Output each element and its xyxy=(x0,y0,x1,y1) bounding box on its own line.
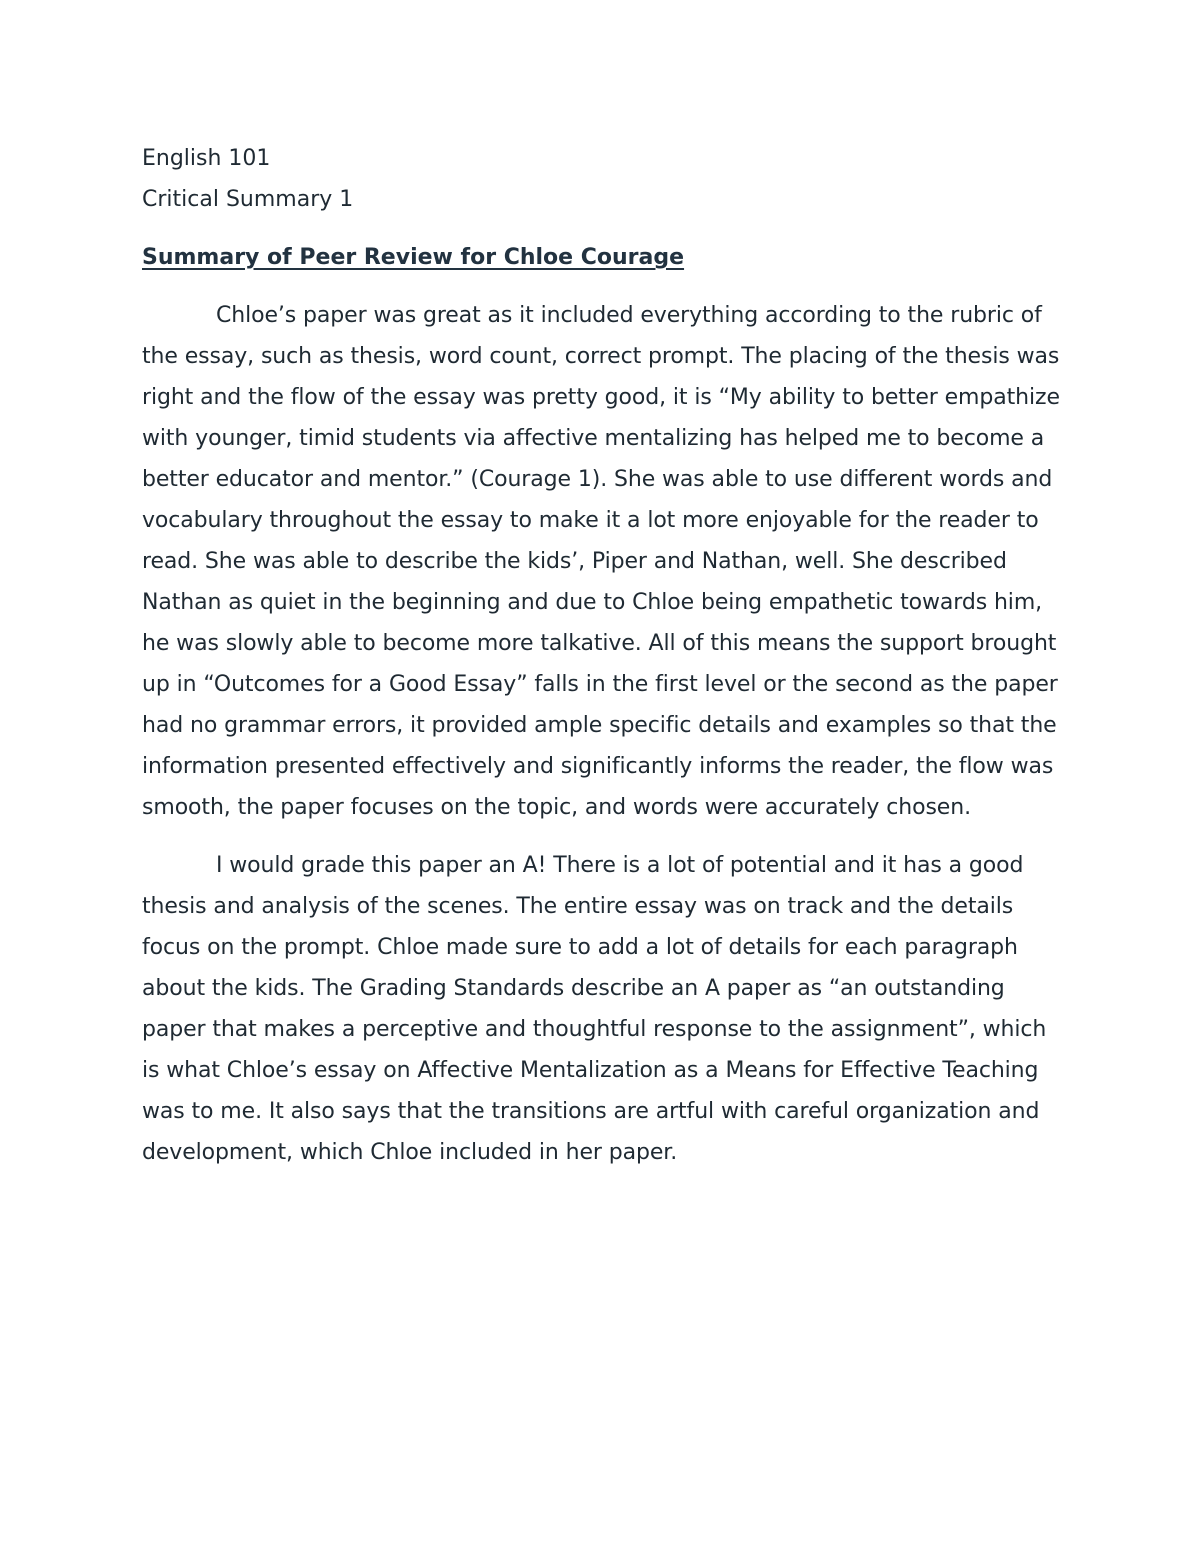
paragraph-1: Chloe’s paper was great as it included everything according to the rubric of the essay, such as thesis, word count, correct prompt. The placing of the thesis was right and the flow of the essay was pretty good, it is “My ability to better empathize with younger, timid students via affective mentalizing has helped me to become a better educator and mentor.” (Courage 1). She was able to use different words and vocabulary throughout the essay to make it a lot more enjoyable for the reader to read. She was able to describe the kids’, Piper and Nathan, well. She described Nathan as quiet in the beginning and due to Chloe being empathetic towards him, he was slowly able to become more talkative. All of this means the support brought up in “Outcomes for a Good Essay” falls in the first level or the second as the paper had no grammar errors, it provided ample specific details and examples so that the information presented effectively and significantly informs the reader, the flow was smooth, the paper focuses on the topic, and words were accurately chosen. xyxy=(142,303,1060,820)
document-body xyxy=(142,138,1067,1173)
assignment-name: Critical Summary 1 xyxy=(142,187,354,212)
document-title: Summary of Peer Review for Chloe Courage xyxy=(142,245,685,270)
paragraph-2: I would grade this paper an A! There is a lot of potential and it has a good thesis and analysis of the scenes. The entire essay was on track and the details focus on the prompt. Chloe made sure to add a lot of details for each paragraph about the kids. The Grading Standards describe an A paper as “an outstanding paper that makes a perceptive and thoughtful response to the assignment”, which is what Chloe’s essay on Affective Mentalization as a Means for Effective Teaching was to me. It also says that the transitions are artful with careful organization and development, which Chloe included in her paper. xyxy=(142,853,1047,1165)
course-name: English 101 xyxy=(142,146,271,171)
